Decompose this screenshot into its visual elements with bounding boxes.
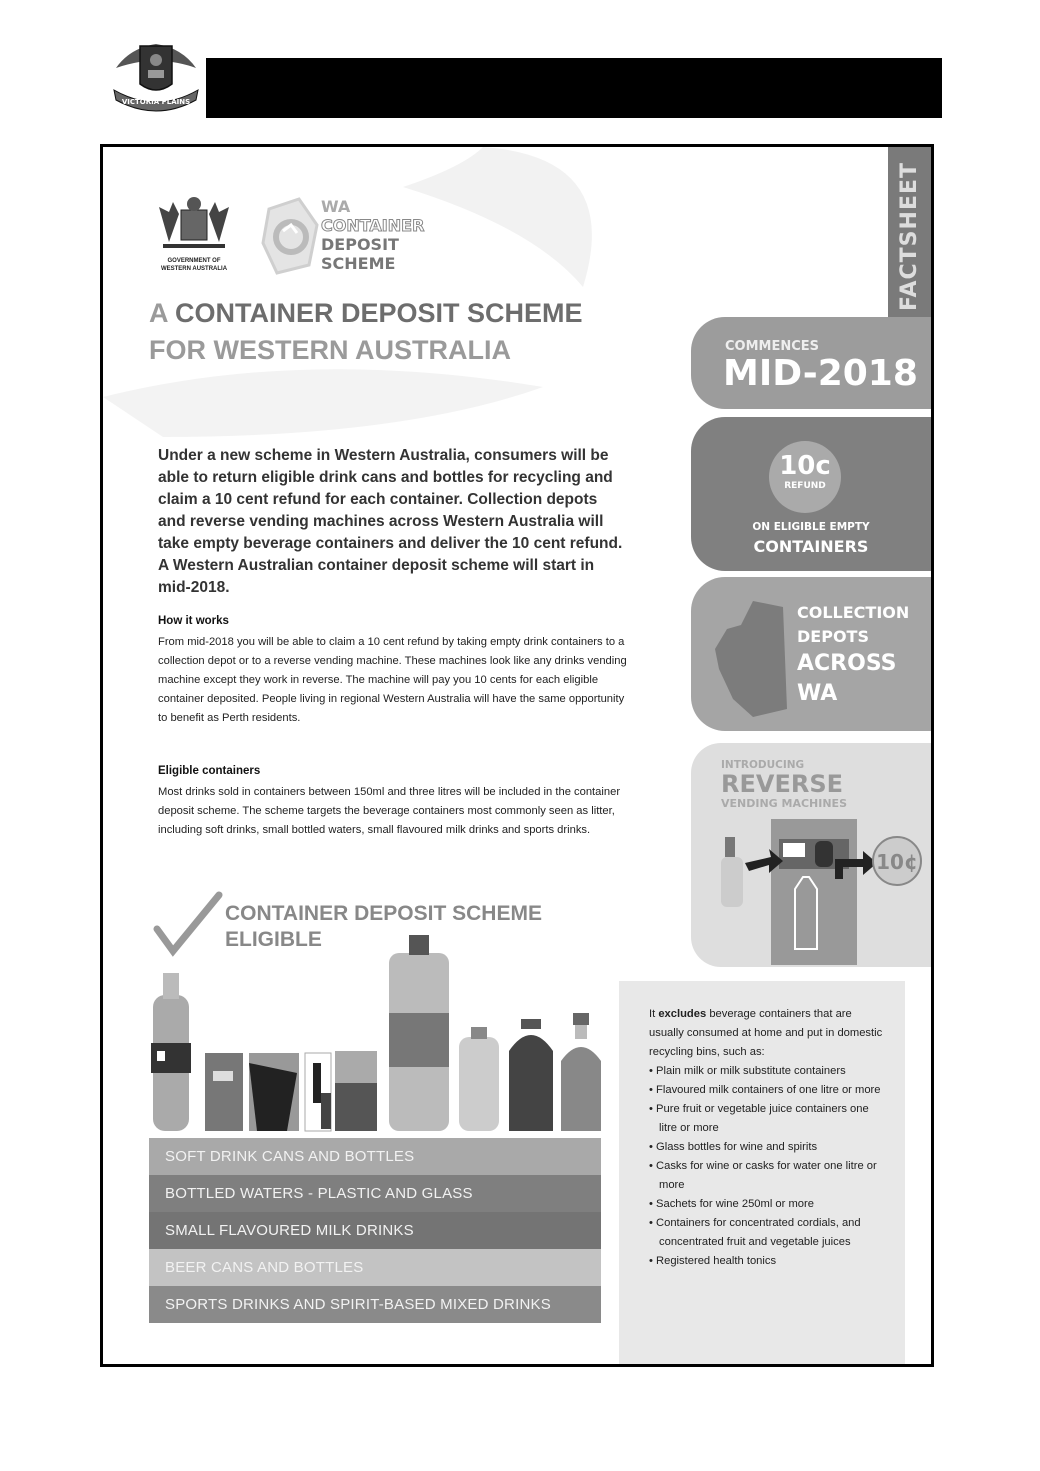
cds-logo-text xyxy=(321,197,424,273)
eligible-banner-line1: CONTAINER DEPOSIT SCHEME xyxy=(225,902,542,925)
commences-panel xyxy=(691,317,931,409)
eligible-banner-line2: ELIGIBLE xyxy=(225,928,322,951)
factsheet-tab-label: FACTSHEET xyxy=(897,161,922,311)
band-beer: BEER CANS AND BOTTLES xyxy=(149,1249,601,1286)
excludes-intro-post: beverage containers that are usually consumed at home and put in domestic recycling bins, such as: xyxy=(649,1008,883,1058)
depots-panel xyxy=(691,577,931,731)
eligible-containers-body: Most drinks sold in containers between 150ml and three litres will be included in the container deposit scheme. The scheme targets the beverage containers most commonly seen as litter, including soft drinks, small bottled waters, small flavoured milk drinks and sports drinks. xyxy=(158,786,621,836)
refund-panel xyxy=(691,417,931,571)
band-bottled-waters: BOTTLED WATERS - PLASTIC AND GLASS xyxy=(149,1175,601,1212)
excludes-intro-bold: excludes xyxy=(658,1008,707,1020)
recycle-icon xyxy=(259,195,321,277)
govt-logo-line1: GOVERNMENT OF xyxy=(167,258,221,264)
svg-text:VICTORIA PLAINS: VICTORIA PLAINS xyxy=(121,98,191,106)
reverse-line2: REVERSE xyxy=(721,770,844,798)
cds-logo-line1: WA xyxy=(321,197,351,216)
refund-label: REFUND xyxy=(784,481,826,491)
refund-circle xyxy=(769,441,841,513)
page-title xyxy=(149,295,669,369)
govt-logo-line2: WESTERN AUSTRALIA xyxy=(160,266,228,272)
eligible-containers-heading: Eligible containers xyxy=(158,765,261,777)
depots-line2: DEPOTS xyxy=(797,627,869,646)
excludes-item: • Flavoured milk containers of one litre or more xyxy=(649,1081,889,1100)
factsheet-frame xyxy=(100,144,934,1367)
commences-value: MID-2018 xyxy=(723,353,918,394)
title-main: CONTAINER DEPOSIT SCHEME xyxy=(175,298,583,328)
refund-value: 10c xyxy=(779,451,831,481)
how-it-works-body: From mid-2018 you will be able to claim a 10 cent refund by taking empty drink containers to a collection depot or to a reverse vending machine. These machines look like any drinks vending machine except they work in reverse. The machine will pay you 10 cents for each eligible container deposited. People living in regional Western Australia will have the same opportunity to benefit as Perth residents. xyxy=(158,636,627,724)
commences-label: COMMENCES xyxy=(725,339,820,354)
wa-map-icon xyxy=(713,599,789,719)
depots-line1: COLLECTION xyxy=(797,603,910,622)
band-soft-drinks: SOFT DRINK CANS AND BOTTLES xyxy=(149,1138,601,1175)
excludes-item: • Casks for wine or casks for water one litre or more xyxy=(649,1157,889,1195)
eligible-containers-illustration xyxy=(147,933,607,1133)
shire-crest-logo xyxy=(110,38,202,116)
excludes-intro xyxy=(649,1005,889,1062)
band-flavoured-milk: SMALL FLAVOURED MILK DRINKS xyxy=(149,1212,601,1249)
excludes-item: • Sachets for wine 250ml or more xyxy=(649,1195,889,1214)
reverse-vending-panel xyxy=(691,743,931,967)
excludes-list xyxy=(649,1062,889,1271)
excludes-item: • Containers for concentrated cordials, and concentrated fruit and vegetable juices xyxy=(649,1214,889,1252)
depots-line3: ACROSS xyxy=(797,651,897,676)
reverse-vending-machine-illustration xyxy=(713,819,923,965)
depots-line4: WA xyxy=(797,681,838,706)
intro-paragraph: Under a new scheme in Western Australia, consumers will be able to return eligible drink cans and bottles for recycling and claim a 10 cent refund for each container. Collection depots and reverse vending machines across Western Australia will take empty beverage containers and deliver the 10 cent refund. A Western Australian container deposit scheme will start in mid-2018. xyxy=(158,447,623,596)
title-line2: FOR WESTERN AUSTRALIA xyxy=(149,335,511,365)
excludes-panel xyxy=(619,981,905,1367)
refund-caption-line2: CONTAINERS xyxy=(753,537,869,556)
government-wa-logo xyxy=(149,192,239,277)
reverse-coin-text: 10¢ xyxy=(876,850,918,874)
excludes-item: • Glass bottles for wine and spirits xyxy=(649,1138,889,1157)
excludes-intro-pre: It xyxy=(649,1008,659,1020)
reverse-line3: VENDING MACHINES xyxy=(721,797,847,810)
cds-logo-line2: CONTAINER xyxy=(321,216,425,235)
cds-logo-line4: SCHEME xyxy=(321,254,396,273)
excludes-item: • Plain milk or milk substitute containers xyxy=(649,1062,889,1081)
how-it-works-heading: How it works xyxy=(158,615,229,627)
header-black-bar xyxy=(206,58,942,118)
refund-caption-line1: ON ELIGIBLE EMPTY xyxy=(752,521,870,533)
eligible-category-bands xyxy=(149,1138,601,1323)
title-a: A xyxy=(149,298,168,328)
reverse-line1: INTRODUCING xyxy=(721,759,805,771)
band-sports-drinks: SPORTS DRINKS AND SPIRIT-BASED MIXED DRINKS xyxy=(149,1286,601,1323)
excludes-item: • Pure fruit or vegetable juice containers one litre or more xyxy=(649,1100,889,1138)
factsheet-tab xyxy=(888,147,931,325)
cds-logo-line3: DEPOSIT xyxy=(321,235,399,254)
excludes-item: • Registered health tonics xyxy=(649,1252,889,1271)
